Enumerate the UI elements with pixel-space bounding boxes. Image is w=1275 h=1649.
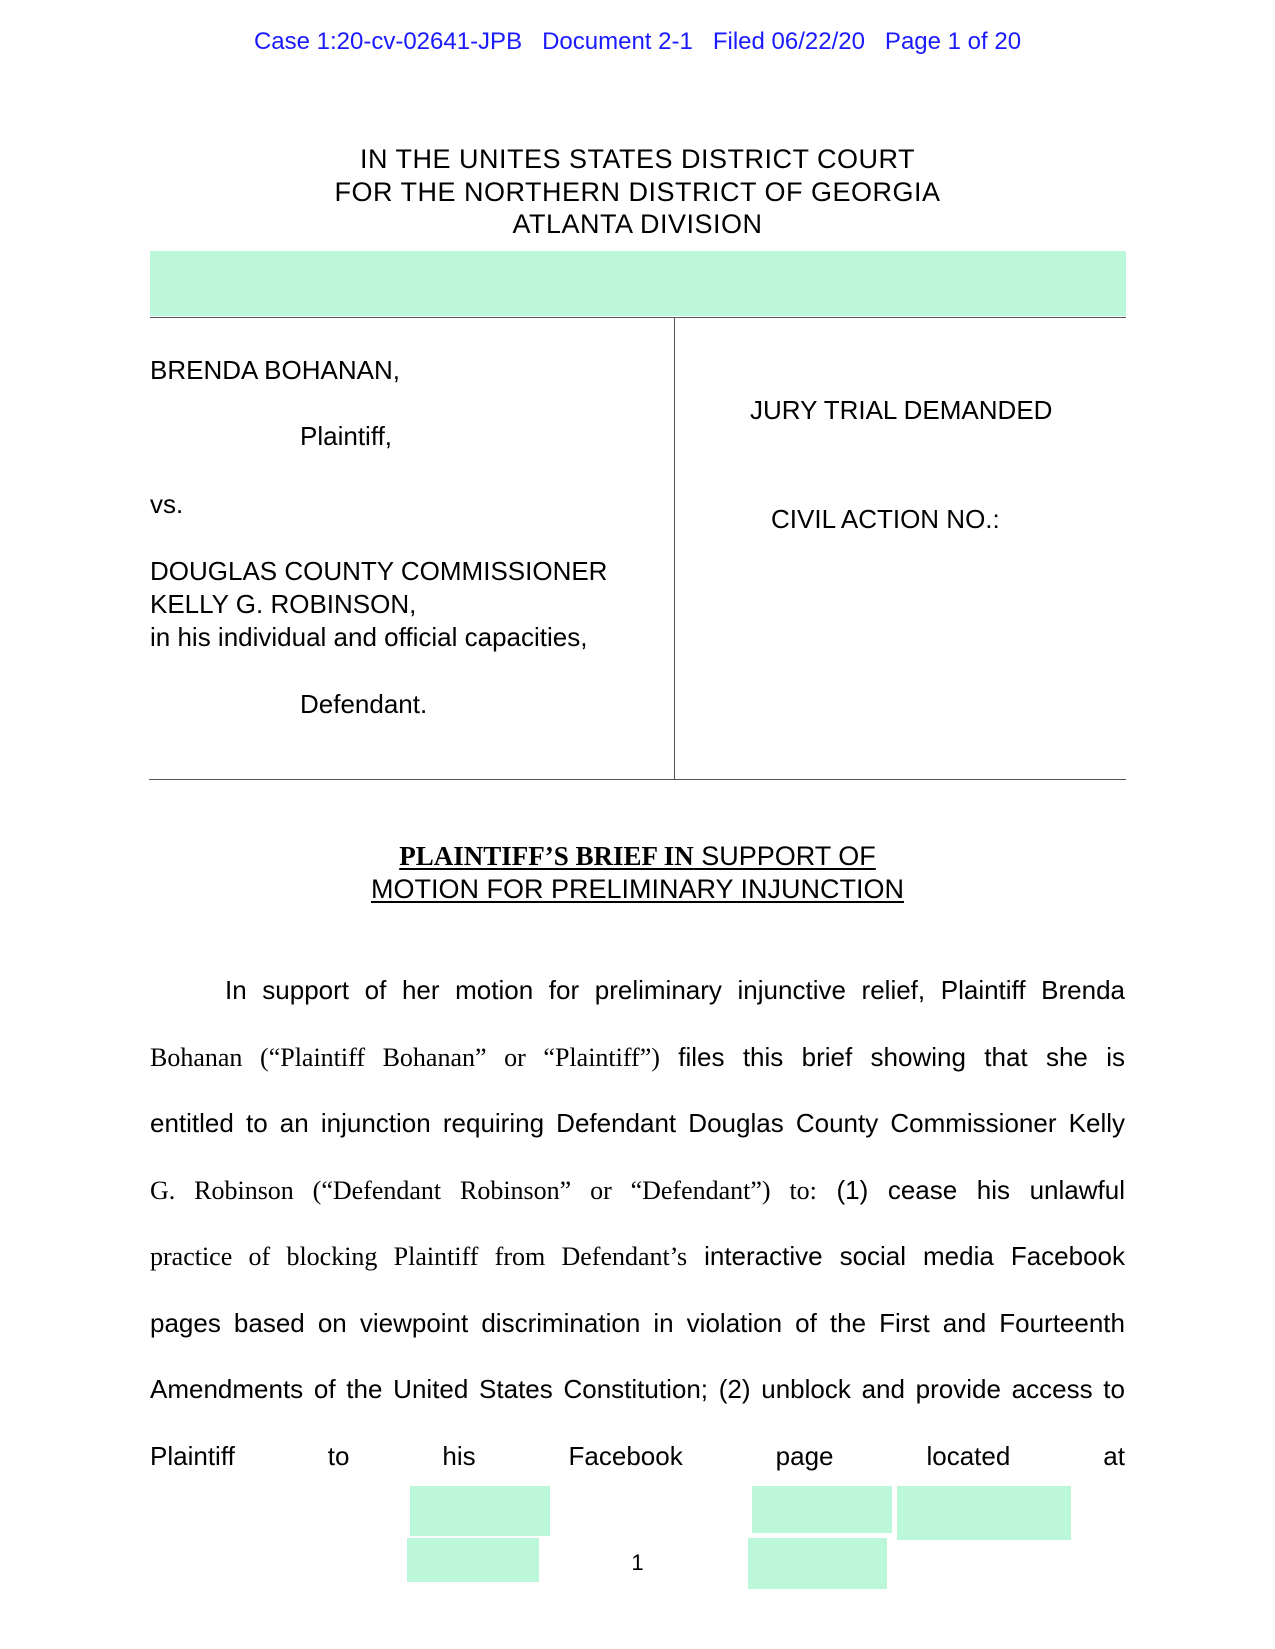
body-line-8-word: Facebook xyxy=(568,1441,683,1471)
body-line-5-sans: interactive social media Facebook xyxy=(687,1241,1125,1271)
brief-title-line2-text: MOTION FOR PRELIMINARY INJUNCTION xyxy=(370,874,905,904)
redaction-block xyxy=(150,251,1126,316)
redaction-box xyxy=(410,1486,550,1536)
court-division: ATLANTA DIVISION xyxy=(512,209,763,239)
brief-title-line1 xyxy=(0,840,1275,873)
body-line-5-serif: practice of blocking Plaintiff from Defendant’s xyxy=(150,1242,688,1271)
body-line-2-sans: files this brief showing that she is xyxy=(659,1042,1126,1072)
redaction-box xyxy=(752,1486,892,1533)
defendant-line-1: DOUGLAS COUNTY COMMISSIONER xyxy=(150,556,608,586)
body-line-7: Amendments of the United States Constitution; (2) unblock and provide access to xyxy=(150,1374,1125,1404)
body-line-8-word: his xyxy=(442,1441,476,1471)
caption-top-rule xyxy=(150,317,1126,318)
body-line-8 xyxy=(150,1441,1125,1472)
plaintiff-role: Plaintiff, xyxy=(300,421,393,451)
versus: vs. xyxy=(150,489,184,519)
defendant-role: Defendant. xyxy=(300,689,428,719)
body-line-8-word: located xyxy=(926,1441,1011,1471)
body-line-2 xyxy=(150,1042,1125,1073)
body-line-5 xyxy=(150,1241,1125,1272)
body-line-4 xyxy=(150,1175,1125,1206)
body-line-4-serif: G. Robinson (“Defendant Robinson” or “Defendant”) to: xyxy=(150,1176,817,1205)
body-line-8-word: Plaintiff xyxy=(150,1441,235,1471)
body-line-1: In support of her motion for preliminary injunctive relief, Plaintiff Brenda xyxy=(225,975,1125,1005)
brief-title-line2 xyxy=(0,873,1275,906)
body-line-4-sans: (1) cease his unlawful xyxy=(816,1175,1125,1205)
defendant-capacities: in his individual and official capacities, xyxy=(150,622,588,652)
redaction-box xyxy=(897,1486,1071,1540)
page-number: 1 xyxy=(631,1550,644,1575)
body-line-8-word: at xyxy=(1103,1441,1125,1471)
body-line-2-serif: Bohanan (“Plaintiff Bohanan” or “Plaintiff”) xyxy=(150,1043,660,1072)
body-line-8-word: page xyxy=(775,1441,834,1471)
caption-bottom-rule xyxy=(149,779,1126,780)
court-name-line2: FOR THE NORTHERN DISTRICT OF GEORGIA xyxy=(334,177,941,207)
court-name-line1: IN THE UNITES STATES DISTRICT COURT xyxy=(359,144,916,174)
caption-divider xyxy=(674,317,675,780)
defendant-line-2: KELLY G. ROBINSON, xyxy=(150,589,417,619)
brief-title-rest: SUPPORT OF xyxy=(693,841,876,871)
case-header-stamp: Case 1:20-cv-02641-JPB Document 2-1 Filed 06/22/20 Page 1 of 20 xyxy=(253,28,1022,55)
jury-trial-demanded: JURY TRIAL DEMANDED xyxy=(750,395,1053,425)
civil-action-number: CIVIL ACTION NO.: xyxy=(771,504,1000,534)
body-line-8-word: to xyxy=(327,1441,350,1471)
brief-title-bold: PLAINTIFF’S BRIEF IN xyxy=(399,841,694,871)
body-line-3: entitled to an injunction requiring Defendant Douglas County Commissioner Kelly xyxy=(150,1108,1125,1138)
plaintiff-name: BRENDA BOHANAN, xyxy=(150,355,400,385)
body-line-6: pages based on viewpoint discrimination in violation of the First and Fourteenth xyxy=(150,1308,1125,1338)
